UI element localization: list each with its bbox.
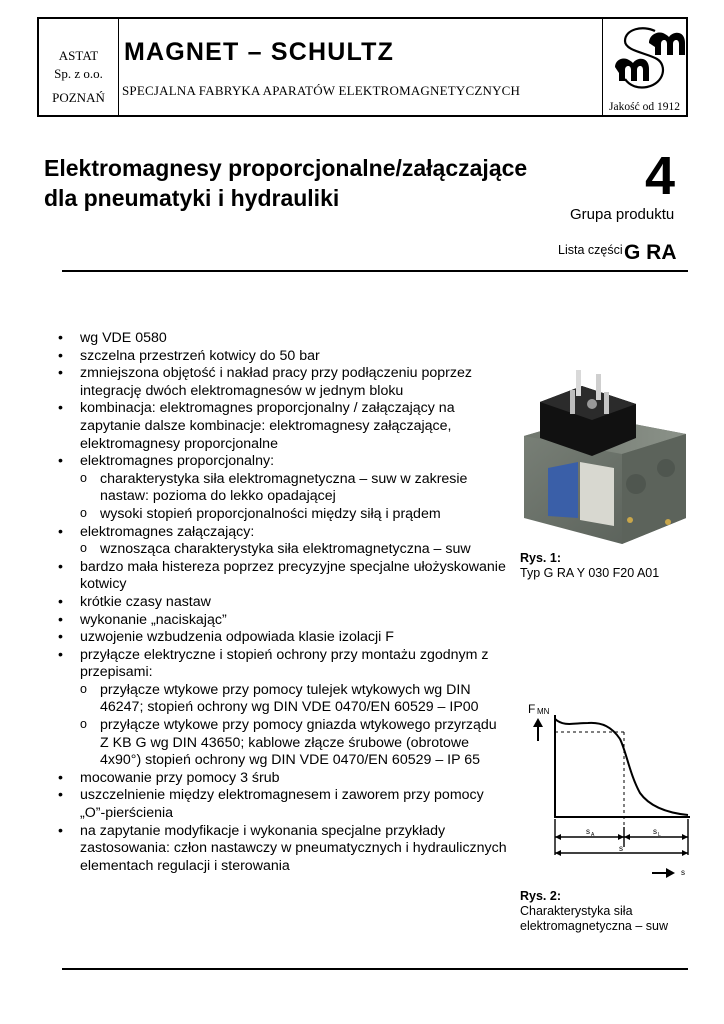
feature-item: • bardzo mała histereza poprzez precyzyjne specjalne ułożyskowanie kotwicy (57, 559, 507, 594)
company-city: POZNAŃ (52, 90, 105, 105)
feature-item: • na zapytanie modyfikacje i wykonania specjalne przykłady zastosowania: człon nastawczy w pneumatycznych i hydraulicznych elementach regulacji i sterowania (57, 823, 507, 876)
feature-item: • uzwojenie wzbudzenia odpowiada klasie izolacji F (57, 629, 507, 647)
x-axis-arrowhead (666, 868, 675, 878)
feature-item: • elektromagnes załączający: (57, 524, 507, 542)
dim-sa-label: s (586, 827, 590, 836)
since-text: Jakość od 1912 (609, 101, 680, 113)
parts-list-code: G RA (624, 241, 677, 264)
force-curve (555, 719, 688, 815)
product-photo (518, 368, 690, 546)
figure-1-type: Typ G RA Y 030 F20 A01 (520, 566, 660, 580)
feature-list (57, 330, 507, 875)
y-axis-arrowhead (533, 718, 543, 727)
feature-subitem: o wznosząca charakterystyka siła elektromagnetyczna – suw (57, 541, 507, 559)
figure-2-caption (520, 889, 668, 934)
force-stroke-chart (520, 695, 695, 885)
group-label: Grupa produktu (570, 206, 675, 223)
bottom-divider (62, 968, 688, 970)
factory-name: SPECJALNA FABRYKA APARATÓW ELEKTROMAGNETYCZNYCH (122, 83, 521, 98)
dashed-guides (555, 732, 624, 835)
company-header (37, 17, 688, 117)
feature-item: • przyłącze elektryczne i stopień ochrony przy montażu zgodnym z przepisami: (57, 647, 507, 682)
group-number: 4 (645, 146, 676, 206)
figure-1-label: Rys. 1: (520, 551, 561, 565)
y-axis-label-sub: MN (537, 707, 550, 716)
figure-2-caption-line-2: elektromagnetyczna – suw (520, 919, 668, 933)
dim-sl-label: s (653, 827, 657, 836)
chart-axes (555, 715, 690, 817)
figure-2-label: Rys. 2: (520, 889, 561, 903)
x-axis-label: s (681, 868, 685, 877)
feature-item: • szczelna przestrzeń kotwicy do 50 bar (57, 348, 507, 366)
company-legal-form: Sp. z o.o. (54, 66, 103, 81)
logo-block (602, 19, 686, 115)
dim-s-label: s (619, 844, 623, 853)
feature-subitem: o charakterystyka siła elektromagnetyczna – suw w zakresie nastaw: pozioma do lekko opadającej (57, 471, 507, 506)
y-axis-label: F (528, 702, 536, 716)
feature-item: • mocowanie przy pomocy 3 śrub (57, 770, 507, 788)
feature-item: • wg VDE 0580 (57, 330, 507, 348)
feature-item: • elektromagnes proporcjonalny: (57, 453, 507, 471)
company-address-block (39, 19, 119, 115)
figure-2-caption-line-1: Charakterystyka siła (520, 904, 633, 918)
feature-item: • krótkie czasy nastaw (57, 594, 507, 612)
feature-item: • kombinacja: elektromagnes proporcjonalny / załączający na zapytanie dalsze kombinacje: elektromagnesy załączające, elektromagnesy proporcjonalne (57, 400, 507, 453)
parts-list-label: Lista części (558, 243, 623, 257)
feature-item: • uszczelnienie między elektromagnesem i zaworem przy pomocy „O”-pierścienia (57, 787, 507, 822)
dim-sl-label-sub: L (658, 832, 661, 838)
brand-block (119, 19, 606, 115)
feature-item: • wykonanie „naciskając” (57, 612, 507, 630)
dim-sa-label-sub: A (591, 832, 595, 838)
figure-1-caption (520, 551, 659, 581)
feature-subitem: o przyłącze wtykowe przy pomocy tulejek wtykowych wg DIN 46247; stopień ochrony wg DIN VDE 0470/EN 60529 – IP00 (57, 682, 507, 717)
title-line-2: dla pneumatyki i hydrauliki (44, 185, 340, 211)
ms-logo-icon (603, 21, 687, 101)
feature-subitem: o przyłącze wtykowe przy pomocy gniazda wtykowego przyrządu Z KB G wg DIN 43650; kablowe złącze śrubowe (obrotowe 4x90°) stopień ochrony wg DIN VDE 0470/EN 60529 – IP 65 (57, 717, 507, 770)
page-title (44, 153, 527, 213)
feature-subitem: o wysoki stopień proporcjonalności między siłą i prądem (57, 506, 507, 524)
title-line-1: Elektromagnesy proporcjonalne/załączające (44, 155, 528, 181)
feature-item: • zmniejszona objętość i nakład pracy przy podłączeniu poprzez integrację dwóch elektromagnesów w jednym bloku (57, 365, 507, 400)
company-name: ASTAT (58, 48, 99, 63)
brand-name: MAGNET – SCHULTZ (124, 38, 395, 66)
top-divider (62, 270, 688, 272)
